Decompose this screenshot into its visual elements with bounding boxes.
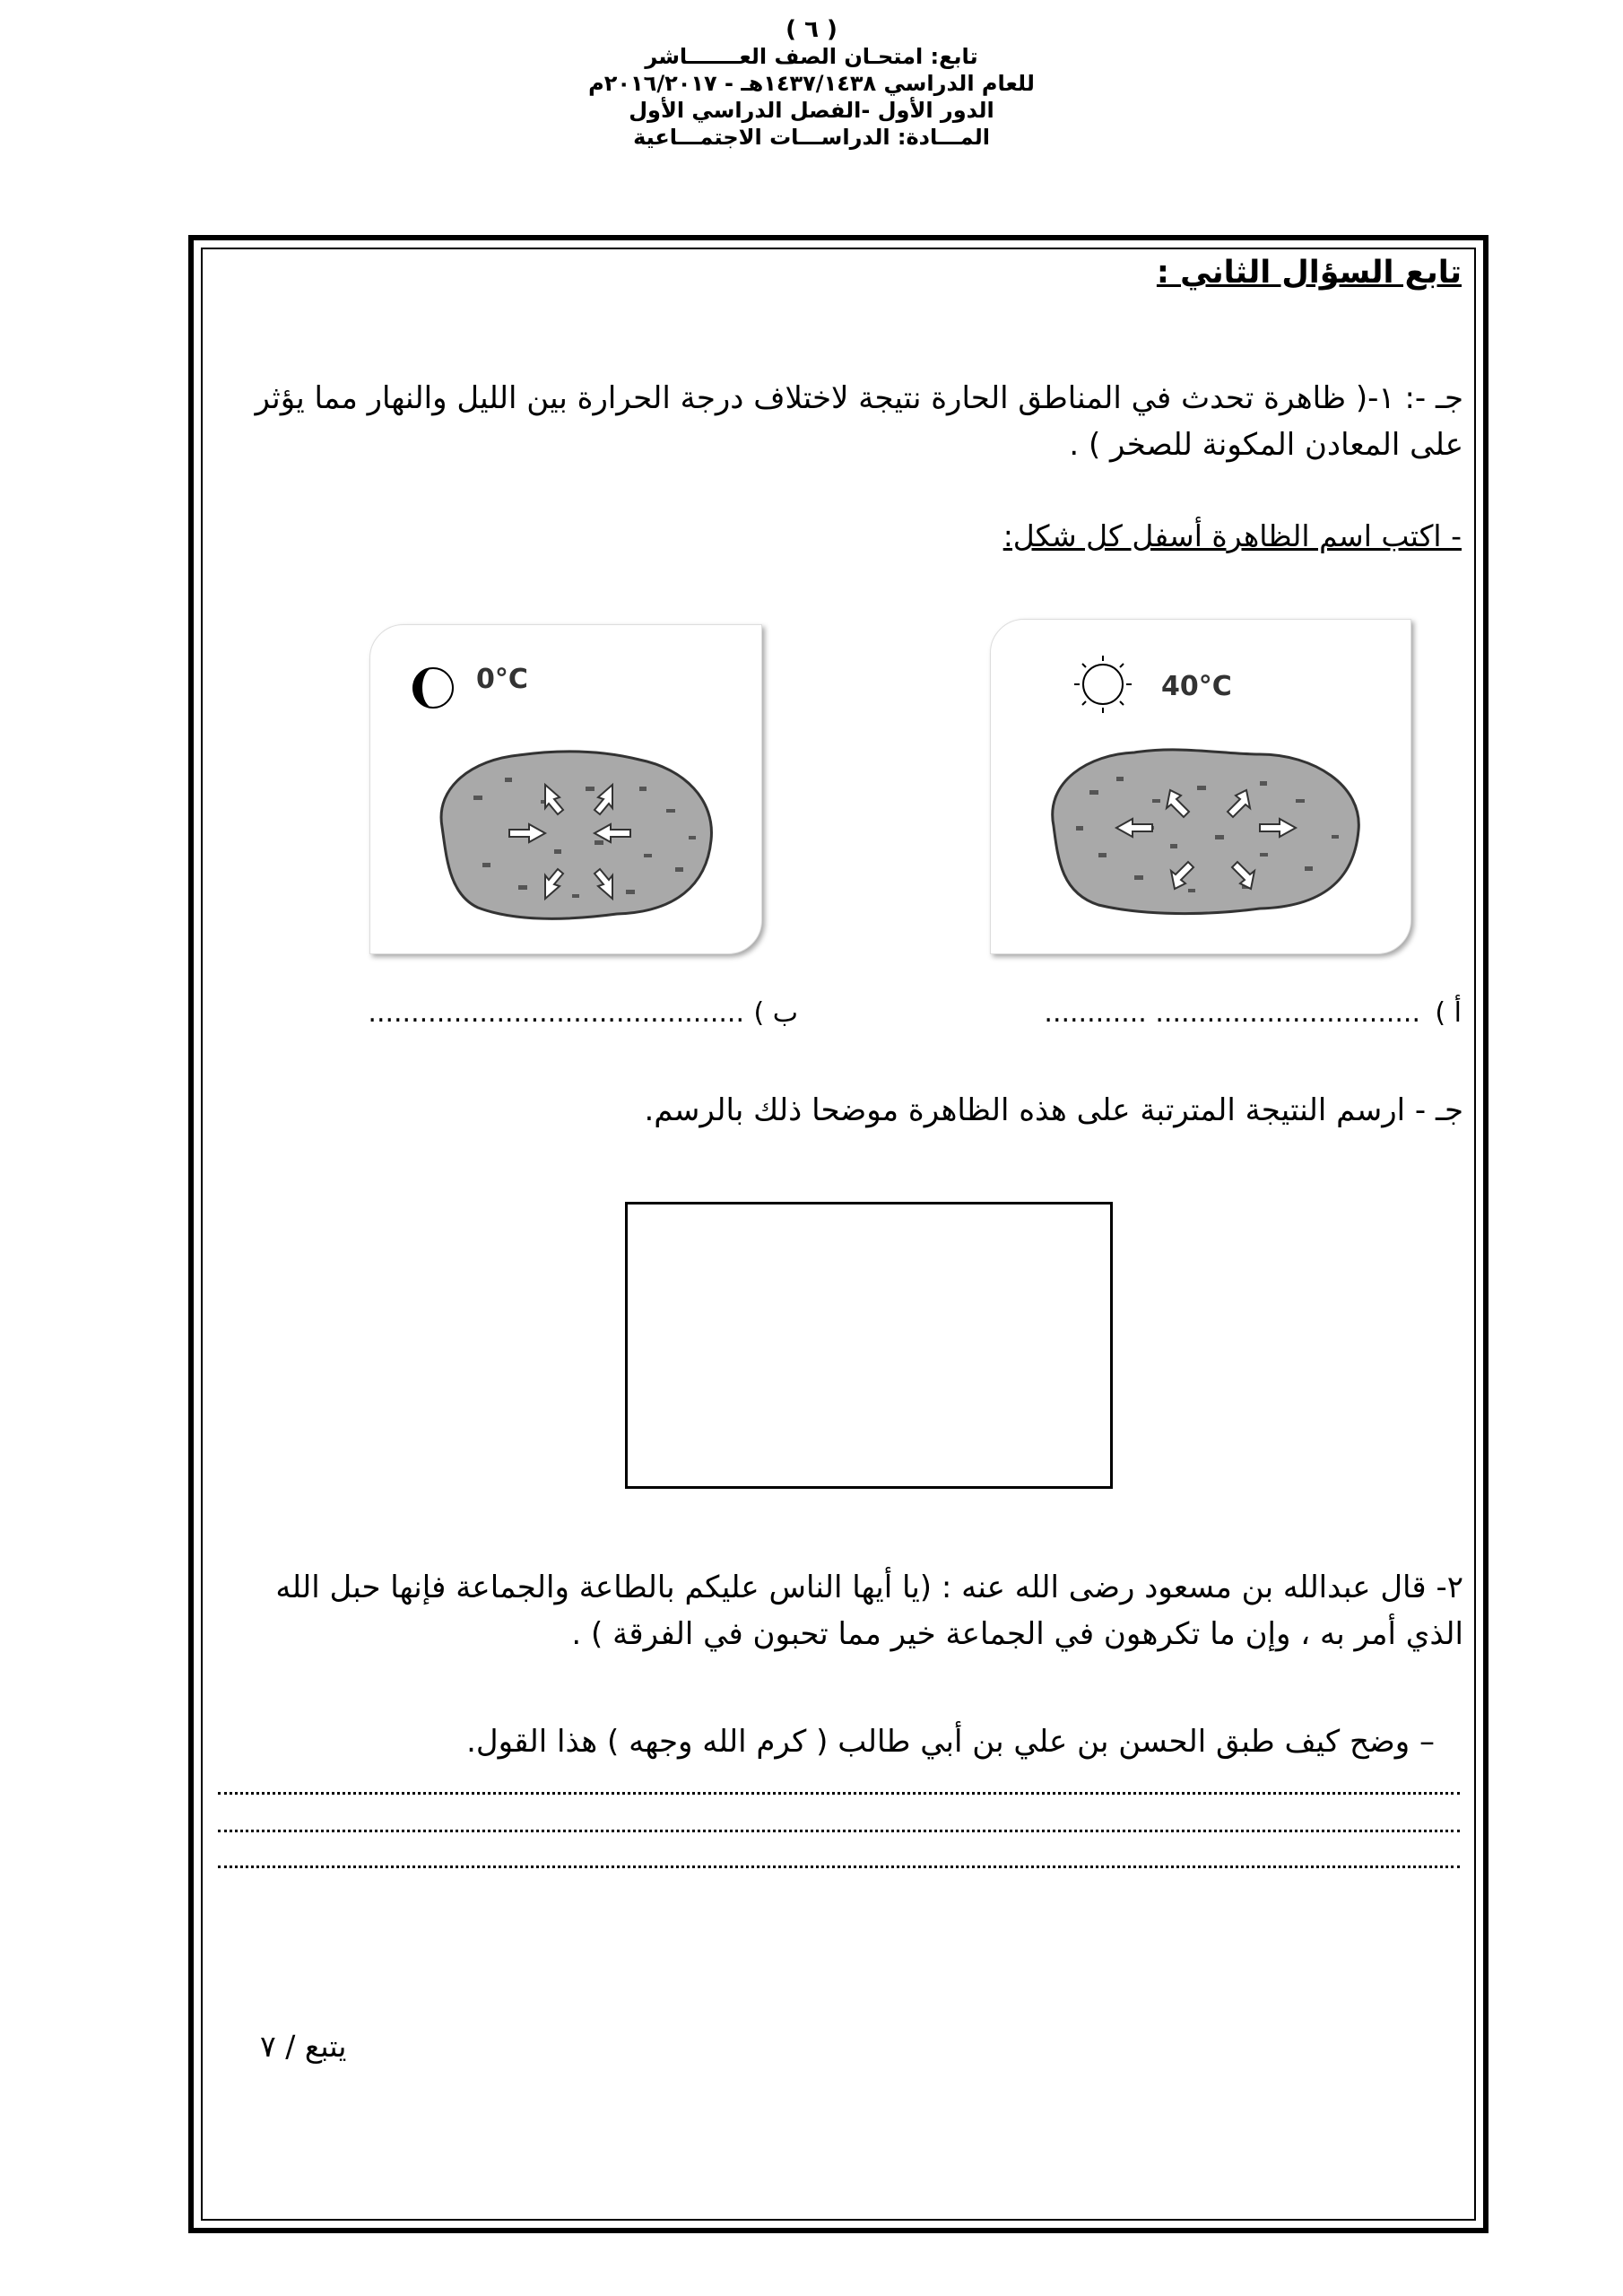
exam-title: تابع: امتحـان الصف العـــــــاشر (645, 44, 978, 69)
instruction-text: - اكتب اسم الظاهرة أسفل كل شكل: (1002, 518, 1462, 553)
part1-text: جـ -: ١-( ظاهرة تحدث في المناطق الحارة نتيجة لاختلاف درجة الحرارة بين الليل والنهار مما يؤثر على المعادن المكونة للصخر ) . (255, 380, 1463, 463)
answer-line-1[interactable] (218, 1787, 1460, 1795)
answer-a-blank[interactable]: ............................... ............ (1044, 997, 1420, 1029)
answer-line-2[interactable] (218, 1824, 1460, 1832)
page-number: ( ٦ ) (785, 16, 838, 43)
answer-row (296, 997, 1462, 1039)
answer-line-3[interactable] (218, 1860, 1460, 1868)
exam-session: الدور الأول -الفصل الدراسي الأول (629, 98, 994, 123)
exam-header (0, 16, 1623, 151)
exam-subject: المـــادة: الدراســـات الاجتمـــاعية (633, 125, 990, 150)
sun-icon (1074, 656, 1132, 713)
moon-icon (413, 668, 453, 708)
drawing-box[interactable] (625, 1202, 1113, 1489)
answer-b-blank[interactable]: ............................................ (368, 997, 744, 1029)
continue-note: يتبع / ٧ (260, 2029, 347, 2064)
expansion-diagram (991, 620, 1410, 953)
part2-text: ٢- قال عبدالله بن مسعود رضى الله عنه : (يا أيها الناس عليكم بالطاعة والجماعة فإنها حبل الله الذي أمر به ، وإن ما تكرهون في الجماعة خير مما تحبون في الفرقة ) . (275, 1570, 1463, 1652)
academic-year: للعام الدراسي ١٤٣٧/١٤٣٨هـ - ٢٠١٦/٢٠١٧م (588, 71, 1035, 96)
temp-label-40: 40°C (1161, 671, 1232, 702)
contraction-diagram (370, 625, 761, 953)
part2-question: – وضح كيف طبق الحسن بن علي بن أبي طالب ( كرم الله وجهه ) هذا القول. (466, 1724, 1435, 1760)
figure-contraction (369, 624, 762, 954)
answer-b-label: ب ) (753, 997, 798, 1029)
answer-a-label: أ ) (1435, 997, 1462, 1029)
rock-shape (1053, 750, 1359, 914)
figure-expansion (990, 619, 1411, 954)
rock-shape (441, 752, 711, 918)
temp-label-0: 0°C (476, 664, 528, 695)
draw-instruction: جـ - ارسم النتيجة المترتبة على هذه الظاهرة موضحا ذلك بالرسم. (644, 1092, 1463, 1128)
question-title: تابع السؤال الثاني : (1156, 255, 1462, 291)
